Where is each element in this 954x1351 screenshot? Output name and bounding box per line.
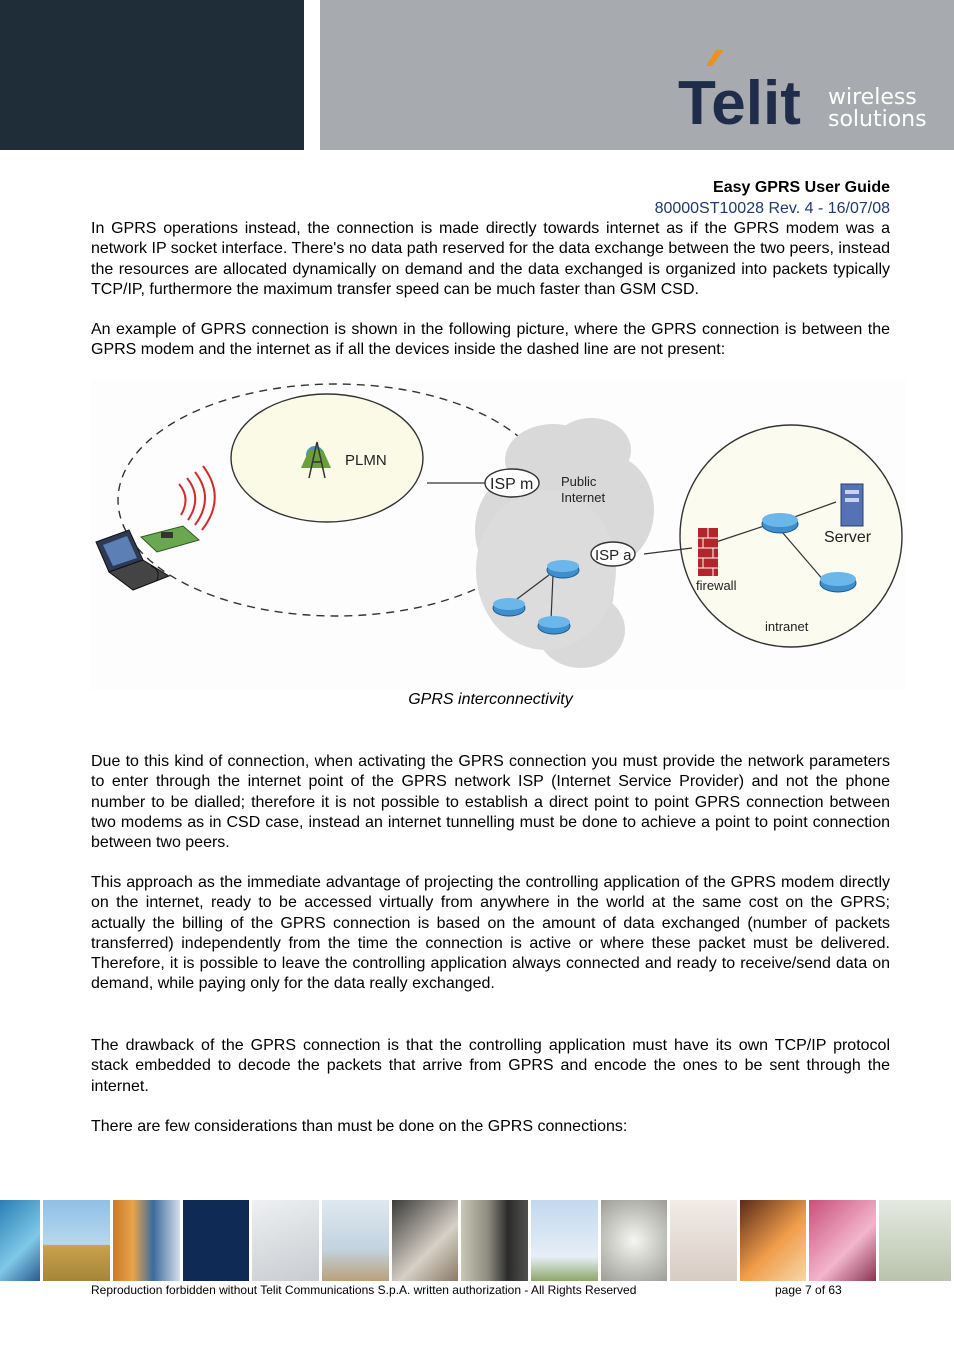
photo-tile bbox=[461, 1200, 528, 1281]
photo-tile bbox=[113, 1200, 180, 1281]
photo-tile bbox=[252, 1200, 319, 1281]
photo-tile bbox=[322, 1200, 389, 1281]
document-title: Easy GPRS User Guide bbox=[713, 179, 890, 196]
photo-tile bbox=[670, 1200, 737, 1281]
brand-wordmark: Telit bbox=[678, 69, 801, 132]
paragraph-5: The drawback of the GPRS connection is that the controlling application must have its own TCP/IP protocol stack embedded to decode the packets that arrive from GPRS and encode the ones to be sent through the internet. bbox=[91, 1037, 890, 1095]
photo-tile bbox=[740, 1200, 806, 1281]
paragraph-2: An example of GPRS connection is shown in the following picture, where the GPRS connection is between the GPRS modem and the internet as if all the devices inside the dashed line are not present: bbox=[91, 321, 890, 359]
photo-tile bbox=[531, 1200, 598, 1281]
isp-m-label: ISP m bbox=[490, 476, 534, 493]
server-label: Server bbox=[824, 529, 872, 546]
public-label-2: Internet bbox=[561, 490, 606, 505]
photo-tile bbox=[0, 1200, 40, 1281]
photo-tile bbox=[392, 1200, 458, 1281]
paragraph-4: This approach as the immediate advantage of projecting the controlling application of the GPRS modem directly on the internet, ready to be accessed virtually from anywhere in the world at the same cost on the GPRS; actually the billing of the GPRS connection is based on the amount of data exchanged (number of packets transferred) independently from the time the connection is active or where these packet must be delivered. Therefore, it is possible to leave the controlling application always connected and ready to receive/send data on demand, while paying only for the data really exchanged. bbox=[91, 874, 890, 993]
plmn-area bbox=[231, 394, 423, 522]
plmn-label: PLMN bbox=[345, 452, 387, 469]
footer-copyright: Reproduction forbidden without Telit Communications S.p.A. written authorization - All Rights Reserved bbox=[91, 1283, 637, 1297]
firewall-icon bbox=[698, 528, 718, 576]
photo-tile bbox=[879, 1200, 951, 1281]
paragraph-1: In GPRS operations instead, the connection is made directly towards internet as if the GPRS modem was a network IP socket interface. There's no data path reserved for the data exchange between the two peers, instead the resources are allocated dynamically on demand and the data exchanged is organized into packets typically TCP/IP, furthermore the maximum transfer speed can be much faster than GSM CSD. bbox=[91, 220, 890, 298]
intranet-label: intranet bbox=[765, 619, 809, 634]
footer-page-number: page 7 of 63 bbox=[775, 1283, 842, 1297]
gprs-modem-icon bbox=[141, 526, 199, 552]
document-revision: 80000ST10028 Rev. 4 - 16/07/08 bbox=[654, 200, 890, 217]
router-icon bbox=[538, 616, 570, 634]
server-icon bbox=[841, 484, 863, 526]
gprs-interconnectivity-diagram bbox=[91, 380, 906, 690]
router-icon bbox=[820, 572, 856, 592]
photo-tile bbox=[183, 1200, 249, 1281]
radio-waves-icon bbox=[179, 466, 215, 530]
public-label-1: Public bbox=[561, 474, 597, 489]
router-icon bbox=[762, 513, 798, 533]
photo-tile bbox=[601, 1200, 667, 1281]
isp-a-label: ISP a bbox=[595, 547, 632, 564]
telit-logo bbox=[678, 48, 938, 132]
header-dark-panel bbox=[0, 0, 304, 150]
paragraph-3: Due to this kind of connection, when activating the GPRS connection you must provide the network parameters to enter through the internet point of the GPRS network ISP (Internet Service Provider) and not the phone number to be dialled; therefore it is not possible to establish a direct point to point GPRS connection between two modems as in CSD case, instead an internet tunnelling must be done to achieve a point to point connection between two peers. bbox=[91, 753, 890, 852]
tagline-line-1: wireless bbox=[828, 85, 917, 110]
photo-tile bbox=[809, 1200, 876, 1281]
tagline-line-2: solutions bbox=[828, 107, 927, 132]
figure-caption: GPRS interconnectivity bbox=[408, 691, 573, 708]
firewall-label: firewall bbox=[696, 578, 737, 593]
router-icon bbox=[547, 560, 579, 578]
photo-tile bbox=[43, 1200, 110, 1281]
paragraph-6: There are few considerations than must be done on the GPRS connections: bbox=[91, 1118, 628, 1135]
router-icon bbox=[493, 598, 525, 616]
